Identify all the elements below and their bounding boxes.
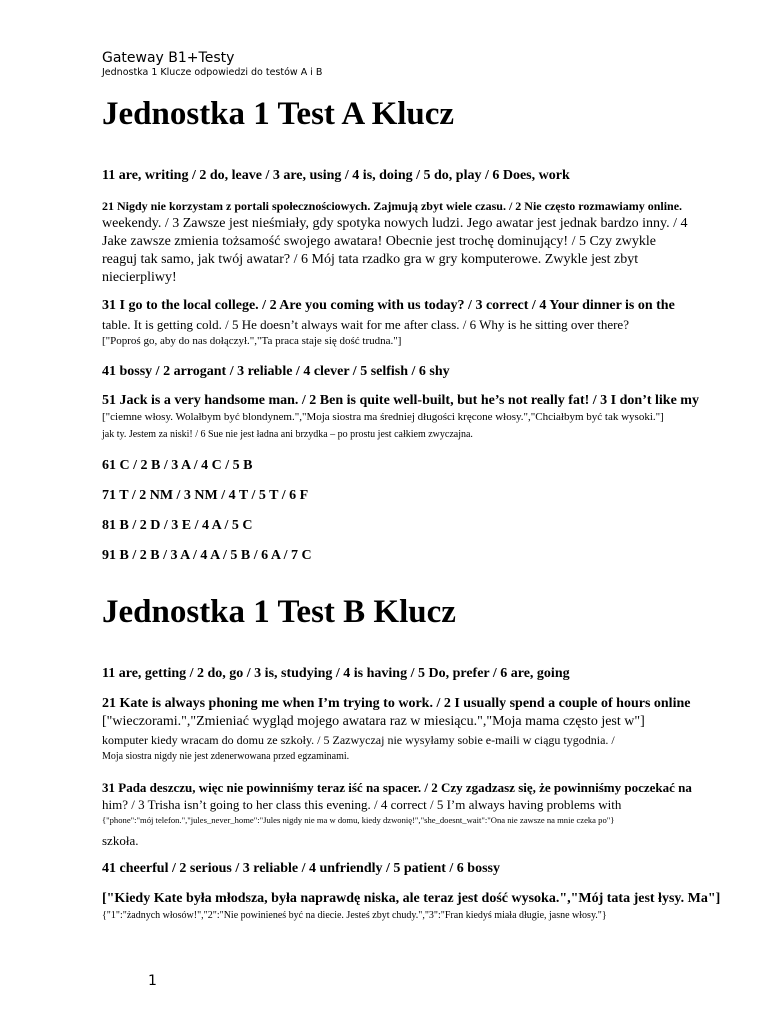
running-header-subtitle: Jednostka 1 Klucze odpowiedzi do testów A i B xyxy=(102,67,323,78)
test-a-exercise-3-line-2: table. It is getting cold. / 5 He doesn’t always wait for me after class. / 6 Why is he sitting over there? xyxy=(102,317,629,332)
test-b-exercise-3-line-4: szkoła. xyxy=(102,833,139,848)
test-b-heading: Jednostka 1 Test B Klucz xyxy=(102,594,456,630)
test-a-exercise-7: 71 T / 2 NM / 3 NM / 4 T / 5 T / 6 F xyxy=(102,488,309,503)
test-a-exercise-2-line-5: niecierpliwy! xyxy=(102,270,177,285)
test-b-exercise-3-line-2: him? / 3 Trisha isn’t going to her class this evening. / 4 correct / 5 I’m always having problems with xyxy=(102,797,622,812)
page-number: 1 xyxy=(148,973,157,989)
test-a-exercise-9: 91 B / 2 B / 3 A / 4 A / 5 B / 6 A / 7 C xyxy=(102,548,312,563)
running-header-title: Gateway B1+Testy xyxy=(102,50,235,66)
test-a-exercise-3-line-1: 31 I go to the local college. / 2 Are you coming with us today? / 3 correct / 4 Your dinner is on the xyxy=(102,298,675,313)
test-a-exercise-1: 11 are, writing / 2 do, leave / 3 are, using / 4 is, doing / 5 do, play / 6 Does, work xyxy=(102,168,570,183)
test-b-exercise-1: 11 are, getting / 2 do, go / 3 is, studying / 4 is having / 5 Do, prefer / 6 are, going xyxy=(102,666,570,681)
test-a-exercise-5-line-1: 51 Jack is a very handsome man. / 2 Ben is quite well-built, but he’s not really fat! / 3 I don’t like my xyxy=(102,393,699,408)
test-a-exercise-2-line-3: Jake zawsze zmienia tożsamość swojego awatara! Obecnie jest trochę dominujący! / 5 Czy zwykle xyxy=(102,234,656,249)
test-a-exercise-5-line-2: ["ciemne włosy. Wolałbym być blondynem.","Moja siostra ma średniej długości kręcone włosy.","Chciałbym być tak wysoki."] xyxy=(102,411,664,423)
test-b-exercise-2-line-3: komputer kiedy wracam do domu ze szkoły. / 5 Zazwyczaj nie wysyłamy sobie e-maili w ciągu tygodnia. / xyxy=(102,733,615,747)
test-a-exercise-4: 41 bossy / 2 arrogant / 3 reliable / 4 clever / 5 selfish / 6 shy xyxy=(102,364,450,379)
test-a-exercise-2-line-2: weekendy. / 3 Zawsze jest nieśmiały, gdy spotyka nowych ludzi. Jego awatar jest jednak bardzo inny. / 4 xyxy=(102,216,688,231)
test-b-exercise-2-line-2: ["wieczorami.","Zmieniać wygląd mojego awatara raz w miesiącu.","Moja mama często jest w"] xyxy=(102,714,645,729)
test-b-exercise-5-line-2: {"1":"żadnych włosów!","2":"Nie powinieneś być na diecie. Jesteś zbyt chudy.","3":"Fran kiedyś miała długie, jasne włosy."} xyxy=(102,910,607,921)
test-b-exercise-3-line-3: {"phone":"mój telefon.","jules_never_home":"Jules nigdy nie ma w domu, kiedy dzwonię!","she_doesnt_wait":"Ona nie zawsze na mnie czeka po"} xyxy=(102,815,615,825)
test-a-exercise-2-line-4: reaguj tak samo, jak twój awatar? / 6 Mój tata rzadko gra w gry komputerowe. Zwykle jest zbyt xyxy=(102,252,639,267)
test-a-exercise-3-line-3: ["Poproś go, aby do nas dołączył.","Ta praca staje się dość trudna."] xyxy=(102,335,402,347)
test-a-exercise-2-line-1: 21 Nigdy nie korzystam z portali społecznościowych. Zajmują zbyt wiele czasu. / 2 Nie często rozmawiamy online. xyxy=(102,199,683,213)
test-a-exercise-6: 61 C / 2 B / 3 A / 4 C / 5 B xyxy=(102,458,253,473)
test-b-exercise-2-line-1: 21 Kate is always phoning me when I’m trying to work. / 2 I usually spend a couple of hours online xyxy=(102,696,691,711)
test-a-exercise-8: 81 B / 2 D / 3 E / 4 A / 5 C xyxy=(102,518,253,533)
test-a-exercise-5-line-3: jak ty. Jestem za niski! / 6 Sue nie jest ładna ani brzydka – po prostu jest całkiem zwyczajna. xyxy=(102,429,473,440)
test-b-exercise-2-line-4: Moja siostra nigdy nie jest zdenerwowana przed egzaminami. xyxy=(102,751,350,762)
test-a-heading: Jednostka 1 Test A Klucz xyxy=(102,96,455,132)
test-b-exercise-5-line-1: ["Kiedy Kate była młodsza, była naprawdę niska, ale teraz jest dość wysoka.","Mój tata jest łysy. Ma"] xyxy=(102,891,721,906)
test-b-exercise-4: 41 cheerful / 2 serious / 3 reliable / 4 unfriendly / 5 patient / 6 bossy xyxy=(102,861,500,876)
test-b-exercise-3-line-1: 31 Pada deszczu, więc nie powinniśmy teraz iść na spacer. / 2 Czy zgadzasz się, że powinniśmy poczekać na xyxy=(102,780,692,795)
